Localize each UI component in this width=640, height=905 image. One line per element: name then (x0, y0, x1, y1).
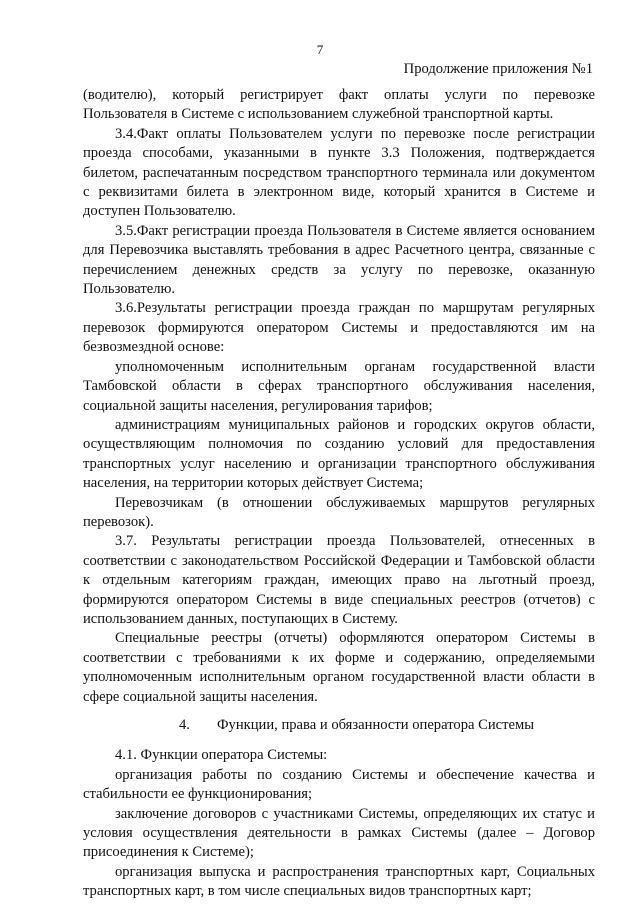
appendix-header: Продолжение приложения №1 (403, 61, 593, 77)
paragraph: организация выпуска и распространения транспортных карт, Социальных транспортных карт, в том числе специальных видов транспортных карт; (83, 863, 595, 900)
paragraph: 3.5.Факт регистрации проезда Пользователя в Системе является основанием для Перевозчика выставлять требования в адрес Расчетного центра, связанные с перечислением денежных средств за услугу по перевозке, оказанную Пользователю. (83, 222, 595, 298)
paragraph: администрациям муниципальных районов и городских округов области, осуществляющим полномочия по созданию условий для предоставления транспортных услуг населению и организации транспортного обслуживания населения, на территории которых действует Система; (83, 416, 595, 492)
paragraph: (водителю), который регистрирует факт оплаты услуги по перевозке Пользователя в Системе с использованием служебной транспортной карты. (83, 87, 595, 123)
paragraph: Перевозчикам (в отношении обслуживаемых маршрутов регулярных перевозок). (83, 494, 595, 530)
paragraph: организация работы по созданию Системы и обеспечение качества и стабильности ее функционирования; (83, 766, 595, 803)
paragraph: 3.7. Результаты регистрации проезда Пользователей, отнесенных в соответствии с законодательством Российской Федерации и Тамбовской области к отдельным категориям граждан, имеющих право на льготный проезд, формируются оператором Системы в виде специальных реестров (отчетов) с использованием данных, поступающих в Систему. (83, 533, 595, 627)
section-number: 4. (179, 717, 190, 733)
document-body (83, 86, 595, 902)
paragraph: уполномоченным исполнительным органам государственной власти Тамбовской области в сферах транспортного обслуживания населения, социальной защиты населения, регулирования тарифов; (83, 358, 595, 414)
page-number: 7 (316, 42, 324, 57)
paragraph: Специальные реестры (отчеты) оформляются оператором Системы в соответствии с требованиями к их форме и содержанию, определяемыми уполномоченным исполнительным органом государственной власти области в сфере социальной защиты населения. (83, 630, 595, 705)
paragraph: заключение договоров с участниками Системы, определяющих их статус и условия осуществления деятельности в рамках Системы (далее – Договор присоединения к Системе); (83, 805, 595, 861)
paragraph: 4.1. Функции оператора Системы: (115, 747, 328, 764)
section-heading (83, 716, 595, 735)
paragraph: 3.6.Результаты регистрации проезда граждан по маршрутам регулярных перевозок формируются оператором Системы и предоставляются им на безвозмездной основе: (83, 300, 595, 356)
paragraph: 3.4.Факт оплаты Пользователем услуги по перевозке после регистрации проезда способами, указанными в пункте 3.3 Положения, подтверждается билетом, распечатанным посредством транспортного терминала или документом с реквизитами билета в электронном виде, который хранится в Системе и доступен Пользователю. (83, 125, 595, 220)
section-title: Функции, права и обязанности оператора Системы (217, 717, 535, 733)
